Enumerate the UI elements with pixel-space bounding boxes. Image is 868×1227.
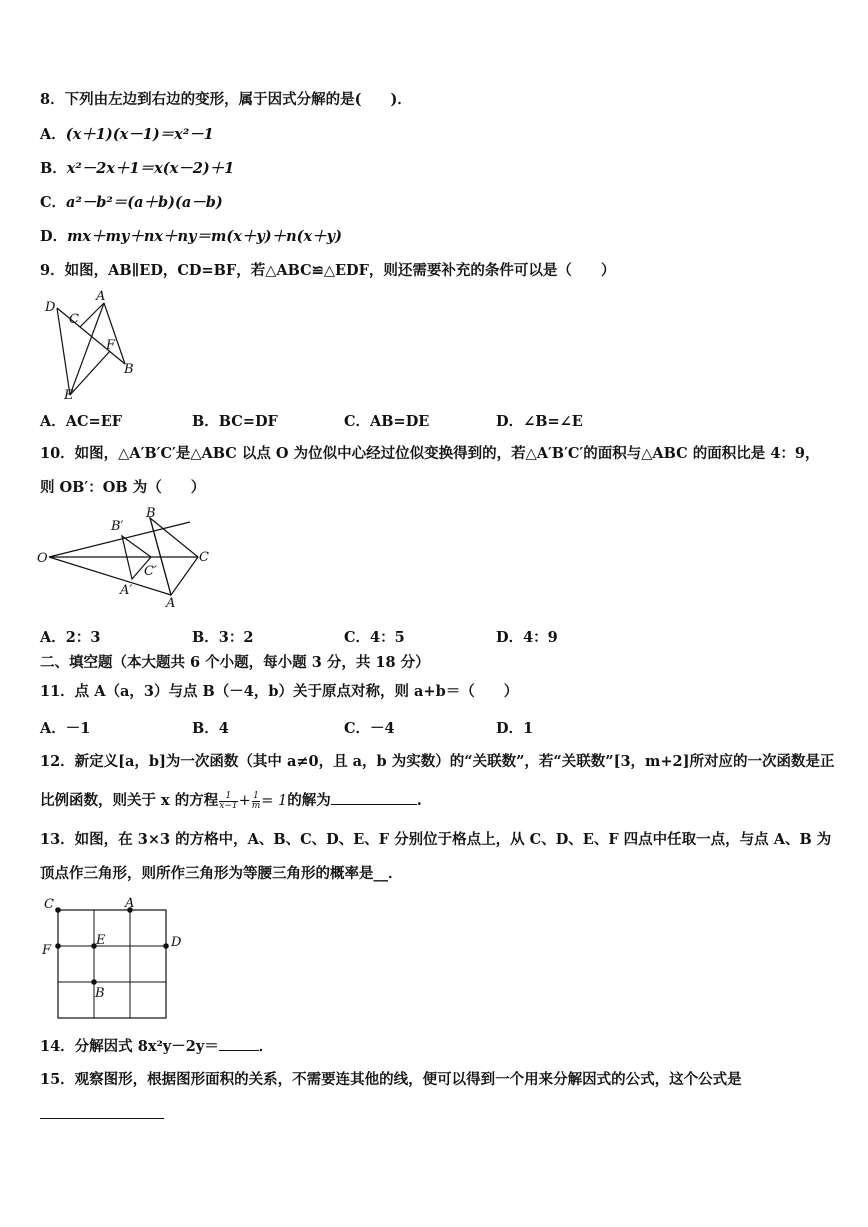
- q12-equals: = 1: [261, 793, 288, 809]
- q9-label-e: E: [64, 388, 74, 403]
- q11-option-d: D．1: [496, 720, 534, 737]
- q13-point-b: [91, 979, 97, 985]
- q8-stem: 8．下列由左边到右边的变形，属于因式分解的是( )．: [40, 91, 412, 108]
- q12-fraction-1: [219, 792, 237, 811]
- q12-line2-pre: 比例函数，则关于 x 的方程: [40, 792, 219, 809]
- q13-label-c: C: [44, 897, 54, 912]
- q10-option-b: B．3：2: [192, 629, 254, 646]
- q13-point-c: [55, 907, 61, 913]
- q11-stem: 11．点 A（a，3）与点 B（－4，b）关于原点对称，则 a+b＝（ ）: [40, 683, 519, 700]
- q12-fraction-2: [252, 792, 261, 811]
- q8-option-d: [40, 227, 342, 247]
- q13-label-d: D: [171, 935, 182, 950]
- q12-end: .: [416, 792, 422, 809]
- q9-option-d: D．∠B=∠E: [496, 413, 583, 430]
- q13-label-f: F: [42, 943, 52, 958]
- q13-grid-figure: [38, 894, 188, 1022]
- q12-line1: 12．新定义[a，b]为一次函数（其中 a≠0，且 a，b 为实数）的“关联数”，若“关联数”[3，m+2]所对应的一次函数是正: [40, 753, 835, 770]
- q12-frac1-den: x−1: [219, 800, 238, 811]
- q14-stem: 14．分解因式 8x²y－2y＝: [40, 1038, 219, 1055]
- q9-segment-ef: [70, 351, 110, 395]
- q9-option-a: A．AC=EF: [40, 413, 123, 430]
- q13-line2: 顶点作三角形，则所作三角形为等腰三角形的概率是__．: [40, 865, 403, 882]
- q10-label-o: O: [37, 551, 48, 566]
- q9-label-f: F: [106, 338, 116, 353]
- q9-option-b: B．BC=DF: [192, 413, 278, 430]
- q11-option-a: A．－1: [40, 720, 91, 737]
- q12-frac1-num: 1: [219, 792, 237, 802]
- q8-option-d-letter: D．: [40, 228, 68, 245]
- q15-line1: 15．观察图形，根据图形面积的关系，不需要连其他的线，便可以得到一个用来分解因式的公式，这个公式是: [40, 1071, 742, 1088]
- q10-option-c: C．4：5: [344, 629, 405, 646]
- q10-option-a: A．2：3: [40, 629, 101, 646]
- q10-label-b1: B′: [111, 519, 124, 534]
- q12-line2: [40, 790, 422, 811]
- q13-label-b: B: [95, 986, 105, 1001]
- q12-plus: +: [238, 793, 251, 809]
- section-2-heading: 二、填空题（本大题共 6 个小题，每小题 3 分，共 18 分）: [40, 654, 430, 671]
- q12-line2-post: 的解为: [287, 792, 331, 809]
- q14-line: [40, 1036, 273, 1057]
- q9-label-b: B: [124, 362, 134, 377]
- q10-label-a: A: [166, 596, 176, 611]
- q12-frac2-num: 1: [253, 790, 259, 801]
- q9-segment-ca: [80, 303, 104, 327]
- q9-label-a: A: [96, 289, 106, 304]
- q8-option-c: [40, 193, 223, 213]
- q14-answer-blank[interactable]: [219, 1036, 259, 1051]
- q8-option-b-expr: x²－2x＋1＝x(x－2)＋1: [66, 160, 235, 177]
- q10-stem-line1: 10．如图，△A′B′C′是△ABC 以点 O 为位似中心经过位似变换得到的，若△A′B′C′的面积与△ABC 的面积比是 4：9，: [40, 445, 820, 462]
- q9-label-d: D: [45, 300, 56, 315]
- q12-answer-blank[interactable]: [331, 790, 417, 805]
- q10-stem-line2: 则 OB′：OB 为（ ）: [40, 479, 206, 496]
- q10-figure: [36, 505, 216, 615]
- q9-stem: 9．如图，AB∥ED，CD=BF，若△ABC≌△EDF，则还需要补充的条件可以是（ ）: [40, 262, 616, 279]
- q8-option-d-expr: mx＋my＋nx＋ny＝m(x＋y)＋n(x＋y): [67, 228, 342, 245]
- q9-figure: [40, 285, 150, 403]
- q10-label-c1: C′: [144, 564, 157, 579]
- q13-label-a: A: [125, 896, 135, 911]
- q13-point-f: [55, 943, 61, 949]
- q11-option-b: B．4: [192, 720, 229, 737]
- q10-label-b: B: [146, 506, 156, 521]
- q10-label-a1: A′: [120, 583, 133, 598]
- q12-frac2-den: m: [251, 800, 261, 811]
- q13-grid-border: [58, 910, 166, 1018]
- q8-option-c-expr: a²－b²＝(a＋b)(a－b): [66, 194, 223, 211]
- q8-option-a-expr: (x＋1)(x－1)＝x²－1: [65, 126, 214, 143]
- q13-line1: 13．如图，在 3×3 的方格中，A、B、C、D、E、F 分别位于格点上，从 C、D、E、F 四点中任取一点，与点 A、B 为: [40, 831, 832, 848]
- q10-option-d: D．4：9: [496, 629, 558, 646]
- q8-option-c-letter: C．: [40, 194, 67, 211]
- q8-option-a: [40, 125, 214, 145]
- q14-end: ．: [258, 1038, 274, 1055]
- q13-point-d: [163, 943, 169, 949]
- q11-option-c: C．－4: [344, 720, 395, 737]
- q8-option-b: [40, 159, 234, 179]
- q10-label-c: C: [199, 550, 209, 565]
- q8-option-b-letter: B．: [40, 160, 67, 177]
- q9-option-c: C．AB=DE: [344, 413, 430, 430]
- q15-answer-blank[interactable]: [40, 1118, 164, 1119]
- q13-label-e: E: [96, 933, 106, 948]
- q8-option-a-letter: A．: [40, 126, 66, 143]
- q9-label-c: C: [69, 312, 79, 327]
